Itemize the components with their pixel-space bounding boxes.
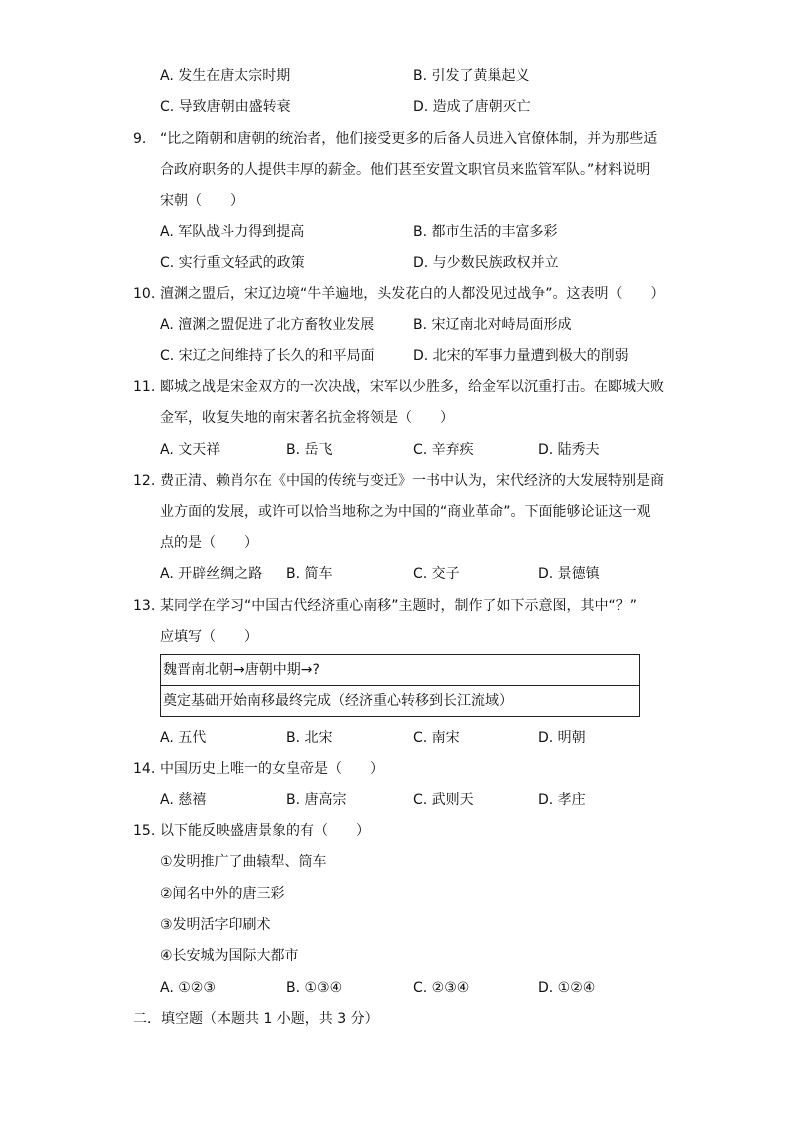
q15-option-a: A. ①②③ <box>160 980 216 996</box>
statement-3: ③发明活字印刷术 <box>160 917 271 933</box>
question-text: 某同学在学习“中国古代经济重心南移”主题时，制作了如下示意图，其中“？” <box>160 598 638 614</box>
question-text: 宋朝（ ） <box>160 193 244 209</box>
question-number: 15. <box>133 823 156 839</box>
q9-option-c: C. 实行重文轻武的政策 <box>160 255 305 271</box>
q8-option-c: C. 导致唐朝由盛转衰 <box>160 99 291 115</box>
q13-option-d: D. 明朝 <box>538 730 586 746</box>
q14-option-d: D. 孝庄 <box>538 792 586 808</box>
q11-option-a: A. 文天祥 <box>160 442 221 458</box>
q10-option-d: D. 北宋的军事力量遭到极大的削弱 <box>413 348 629 364</box>
q13-option-a: A. 五代 <box>160 730 207 746</box>
q12-option-b: B. 简车 <box>286 566 333 582</box>
question-text: 合政府职务的人提供丰厚的薪金。他们甚至安置文职官员来监管军队。”材料说明 <box>160 162 651 178</box>
question-number: 10. <box>133 286 156 302</box>
diagram-row-1: 魏晋南北朝→唐朝中期→? <box>160 654 640 686</box>
question-text: 业方面的发展，或许可以恰当地称之为中国的“商业革命”。下面能够论证这一观 <box>160 504 651 520</box>
q11-option-c: C. 辛弃疾 <box>413 442 474 458</box>
q15-option-d: D. ①②④ <box>538 980 596 996</box>
question-text: 澶渊之盟后，宋辽边境“牛羊遍地，头发花白的人都没见过战争”。这表明（ ） <box>160 286 665 302</box>
q9-option-b: B. 都市生活的丰富多彩 <box>413 224 558 240</box>
section-heading: 二．填空题（本题共 1 小题，共 3 分） <box>133 1011 379 1027</box>
q10-option-a: A. 澶渊之盟促进了北方畜牧业发展 <box>160 317 375 333</box>
q15-option-b: B. ①③④ <box>286 980 343 996</box>
question-number: 11. <box>133 379 156 395</box>
statement-4: ④长安城为国际大都市 <box>160 948 299 964</box>
q8-option-b: B. 引发了黄巢起义 <box>413 68 530 84</box>
q8-option-d: D. 造成了唐朝灭亡 <box>413 99 531 115</box>
q12-option-a: A. 开辟丝绸之路 <box>160 566 263 582</box>
question-text: 费正清、赖肖尔在《中国的传统与变迁》一书中认为，宋代经济的大发展特别是商 <box>160 473 664 489</box>
q11-option-b: B. 岳飞 <box>286 442 333 458</box>
q9-option-a: A. 军队战斗力得到提高 <box>160 224 305 240</box>
q13-option-b: B. 北宋 <box>286 730 333 746</box>
question-number: 12. <box>133 473 156 489</box>
question-text: 应填写（ ） <box>160 629 258 645</box>
question-text: 郾城之战是宋金双方的一次决战，宋军以少胜多，给金军以沉重打击。在郾城大败 <box>160 379 664 395</box>
q8-option-a: A. 发生在唐太宗时期 <box>160 68 291 84</box>
q14-option-a: A. 慈禧 <box>160 792 207 808</box>
question-number: 14. <box>133 761 156 777</box>
q11-option-d: D. 陆秀夫 <box>538 442 600 458</box>
statement-1: ①发明推广了曲辕犁、筒车 <box>160 854 327 870</box>
q10-option-c: C. 宋辽之间维持了长久的和平局面 <box>160 348 375 364</box>
question-number: 9. <box>133 131 147 147</box>
diagram-row-2: 奠定基础开始南移最终完成（经济重心转移到长江流域） <box>160 685 640 717</box>
question-text: 点的是（ ） <box>160 535 258 551</box>
q10-option-b: B. 宋辽南北对峙局面形成 <box>413 317 572 333</box>
q12-option-c: C. 交子 <box>413 566 460 582</box>
q9-option-d: D. 与少数民族政权并立 <box>413 255 559 271</box>
question-text: 金军，收复失地的南宋著名抗金将领是（ ） <box>160 410 454 426</box>
question-text: 中国历史上唯一的女皇帝是（ ） <box>160 761 384 777</box>
q14-option-b: B. 唐高宗 <box>286 792 347 808</box>
question-text: “比之隋朝和唐朝的统治者，他们接受更多的后备人员进入官僚体制，并为那些适 <box>160 131 658 147</box>
question-number: 13. <box>133 598 156 614</box>
q15-option-c: C. ②③④ <box>413 980 470 996</box>
statement-2: ②闻名中外的唐三彩 <box>160 886 285 902</box>
q12-option-d: D. 景德镇 <box>538 566 600 582</box>
q14-option-c: C. 武则天 <box>413 792 474 808</box>
q13-option-c: C. 南宋 <box>413 730 460 746</box>
question-text: 以下能反映盛唐景象的有（ ） <box>160 823 370 839</box>
